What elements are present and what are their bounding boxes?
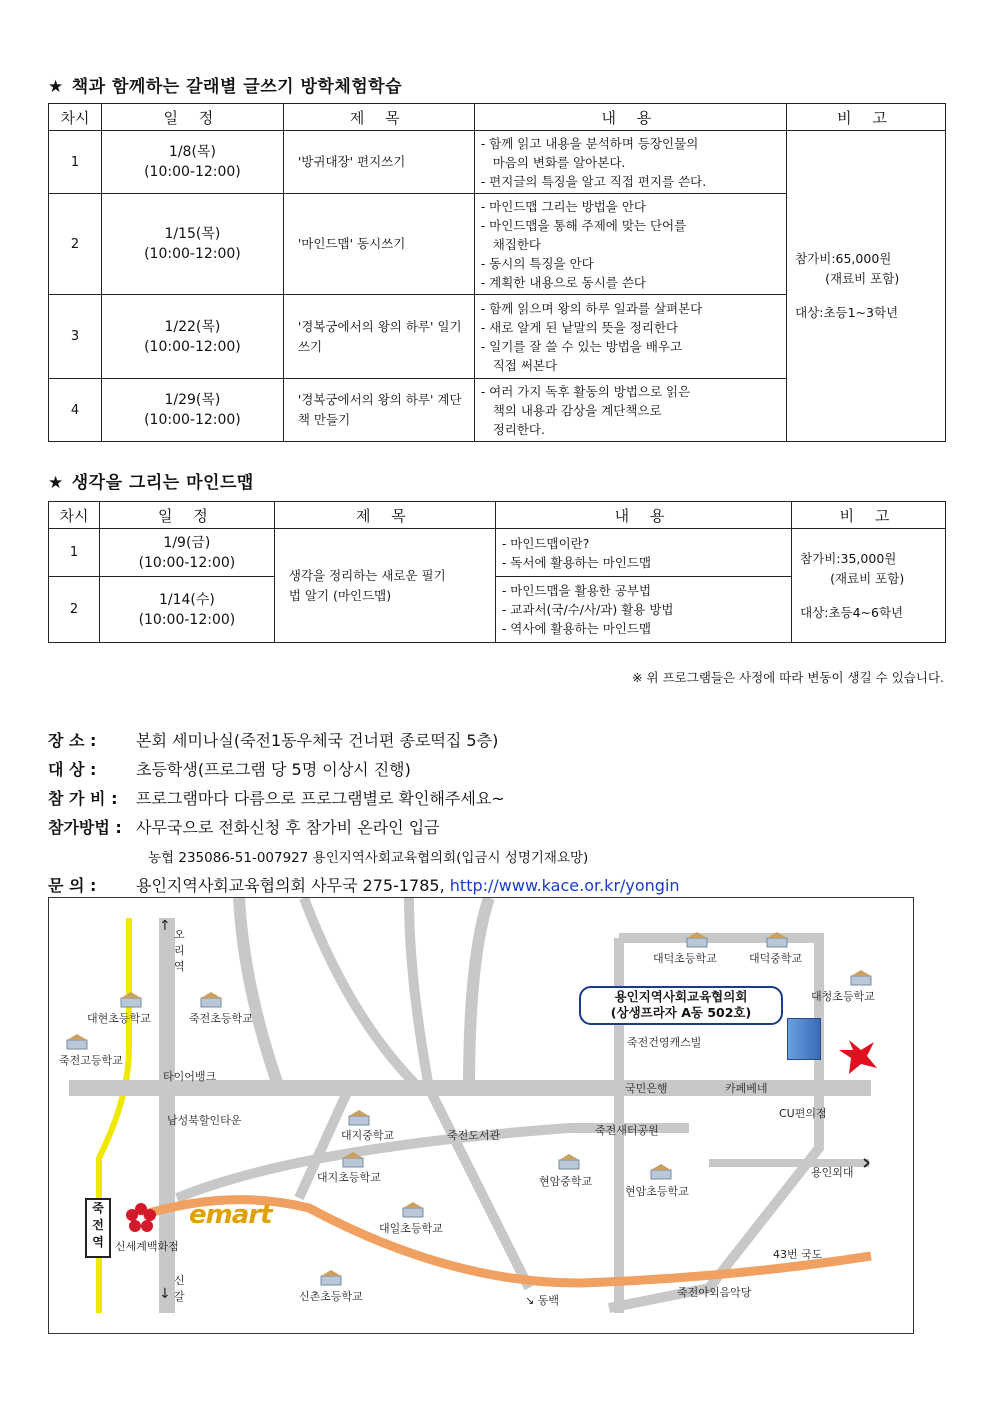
- session-number: 1: [49, 131, 102, 194]
- col-header: 제 목: [274, 502, 495, 529]
- col-header: 비 고: [787, 104, 946, 131]
- map-label: 국민은행: [625, 1082, 668, 1095]
- map-label: 죽전건영캐스빌: [627, 1036, 702, 1049]
- session-title: 생각을 정리하는 새로운 필기법 알기 (마인드맵): [274, 529, 495, 643]
- col-header: 제 목: [283, 104, 474, 131]
- school-icon: [685, 932, 709, 948]
- arrow-down-icon: ↓: [159, 1286, 171, 1302]
- school-icon: [119, 992, 143, 1008]
- map-label: 대덕중학교: [749, 952, 803, 965]
- info-account: 농협 235086-51-007927 용인지역사회교육협의회(입금시 성명기재요망): [148, 850, 589, 866]
- shinsegae-logo: [126, 1203, 156, 1232]
- session-date: 1/14(수) (10:00-12:00): [99, 577, 274, 643]
- road: [239, 898, 279, 1088]
- map-label: 대청초등학교: [811, 990, 875, 1003]
- session-content: - 마인드맵 그리는 방법을 안다 - 마인드맵을 통해 주제에 맞는 단어를 채집한다 - 동시의 특징을 안다 - 계획한 내용으로 동시를 쓴다: [474, 194, 786, 295]
- label-ori: 오리역: [174, 928, 185, 973]
- map-label: 죽전도서관: [447, 1129, 501, 1142]
- col-header: 비 고: [792, 502, 946, 529]
- section1-title: ★ 책과 함께하는 갈래별 글쓰기 방학체험학습: [48, 77, 403, 97]
- table-header-row: [49, 104, 946, 131]
- col-header: 일 정: [101, 104, 283, 131]
- note-cell: 참가비:35,000원 (재료비 포함) 대상:초등4~6학년: [792, 529, 946, 643]
- map-label: 남성북할인타운: [167, 1114, 242, 1127]
- program-table-1: [48, 103, 946, 442]
- map-label: CU편의점: [779, 1107, 827, 1120]
- session-date: 1/22(목) (10:00-12:00): [101, 295, 283, 379]
- label-dongbaek: ↘ 동백: [525, 1294, 559, 1307]
- school-icon: [341, 1152, 365, 1168]
- info-place: 장 소 : 본회 세미나실(죽전1동우체국 건너편 종로떡집 5층): [48, 731, 499, 750]
- emart-logo: emart: [189, 1200, 272, 1230]
- map-label: 카페베네: [725, 1082, 768, 1095]
- session-date: 1/8(목) (10:00-12:00): [101, 131, 283, 194]
- session-content: - 마인드맵이란? - 독서에 활용하는 마인드맵: [495, 529, 791, 577]
- info-fee: 참 가 비 : 프로그램마다 다름으로 프로그램별로 확인해주세요~: [48, 789, 505, 808]
- col-header: 차시: [49, 104, 102, 131]
- session-title: '경복궁에서의 왕의 하루' 일기쓰기: [283, 295, 474, 379]
- map-label: 신세계백화점: [115, 1240, 179, 1253]
- disclaimer: ※ 위 프로그램들은 사정에 따라 변동이 생길 수 있습니다.: [632, 670, 944, 685]
- map-label: 죽전새터공원: [595, 1124, 659, 1137]
- arrow-up-icon: ↑: [159, 918, 171, 934]
- destination-marker: [839, 1040, 877, 1074]
- school-icon: [347, 1110, 371, 1126]
- col-header: 일 정: [99, 502, 274, 529]
- school-icon: [765, 932, 789, 948]
- map-label: 대지초등학교: [317, 1171, 381, 1184]
- map-label: 대덕초등학교: [653, 952, 717, 965]
- program-table-2: [48, 501, 946, 643]
- star-icon: ★: [48, 473, 64, 493]
- col-header: 내 용: [474, 104, 786, 131]
- label-yongin-univ: 용인외대: [811, 1166, 854, 1179]
- map-label: 죽전야외음악당: [677, 1286, 752, 1299]
- school-icon: [649, 1164, 673, 1180]
- map-label: 대현초등학교: [87, 1012, 151, 1025]
- session-date: 1/29(목) (10:00-12:00): [101, 379, 283, 442]
- map-label: 신촌초등학교: [299, 1290, 363, 1303]
- session-number: 2: [49, 194, 102, 295]
- school-icon: [199, 992, 223, 1008]
- map-label: 현암초등학교: [625, 1185, 689, 1198]
- station-label: 죽전역: [85, 1198, 111, 1258]
- session-number: 4: [49, 379, 102, 442]
- section2-title: ★ 생각을 그리는 마인드맵: [48, 473, 254, 493]
- map-label: 죽전고등학교: [59, 1054, 123, 1067]
- office-callout: 용인지역사회교육협의회 (상생프라자 A동 502호): [579, 986, 783, 1025]
- map-label: 대일초등학교: [379, 1222, 443, 1235]
- session-date: 1/15(목) (10:00-12:00): [101, 194, 283, 295]
- session-number: 3: [49, 295, 102, 379]
- session-title: '경복궁에서의 왕의 하루' 계단책 만들기: [283, 379, 474, 442]
- session-number: 2: [49, 577, 100, 643]
- col-header: 차시: [49, 502, 100, 529]
- road: [469, 898, 489, 1088]
- table-row: [49, 529, 946, 577]
- school-icon: [849, 970, 873, 986]
- road: [304, 898, 419, 1088]
- map-label: 대지중학교: [341, 1129, 395, 1142]
- map-label: 타이어뱅크: [163, 1070, 217, 1083]
- table-header-row: [49, 502, 946, 529]
- map-label: 죽전초등학교: [189, 1012, 253, 1025]
- info-target: 대 상 : 초등학생(프로그램 당 5명 이상시 진행): [48, 760, 411, 779]
- session-content: - 함께 읽으며 왕의 하루 일과를 살펴본다 - 새로 알게 된 낱말의 뜻을 정리한다 - 일기를 잘 쓸 수 있는 방법을 배우고 직접 써본다: [474, 295, 786, 379]
- road: [177, 1128, 689, 1198]
- school-icon: [401, 1202, 425, 1218]
- school-icon: [65, 1034, 89, 1050]
- note-cell: 참가비:65,000원 (재료비 포함) 대상:초등1~3학년: [787, 131, 946, 442]
- star-icon: ★: [48, 77, 64, 97]
- session-title: '방귀대장' 편지쓰기: [283, 131, 474, 194]
- session-title: '마인드맵' 동시쓰기: [283, 194, 474, 295]
- table-row: [49, 131, 946, 194]
- info-contact: 문 의 : 용인지역사회교육협의회 사무국 275-1785, http://www.kace.or.kr/yongin: [48, 876, 680, 895]
- session-date: 1/9(금) (10:00-12:00): [99, 529, 274, 577]
- info-method: 참가방법 : 사무국으로 전화신청 후 참가비 온라인 입금: [48, 818, 440, 837]
- homepage-link[interactable]: http://www.kace.or.kr/yongin: [449, 876, 680, 895]
- map-label: 43번 국도: [773, 1248, 823, 1261]
- label-singal: 신갈: [174, 1274, 185, 1303]
- session-content: - 함께 읽고 내용을 분석하며 등장인물의 마음의 변화를 알아본다. - 편지글의 특징을 알고 직접 편지를 쓴다.: [474, 131, 786, 194]
- location-map: [48, 897, 914, 1334]
- session-content: - 마인드맵을 활용한 공부법 - 교과서(국/수/사/과) 활용 방법 - 역사에 활용하는 마인드맵: [495, 577, 791, 643]
- map-label: 현암중학교: [539, 1175, 593, 1188]
- school-icon: [557, 1154, 581, 1170]
- session-content: - 여러 가지 독후 활동의 방법으로 읽은 책의 내용과 감상을 계단책으로 정리한다.: [474, 379, 786, 442]
- session-number: 1: [49, 529, 100, 577]
- school-icon: [319, 1270, 343, 1286]
- col-header: 내 용: [495, 502, 791, 529]
- office-building-icon: [787, 1018, 821, 1060]
